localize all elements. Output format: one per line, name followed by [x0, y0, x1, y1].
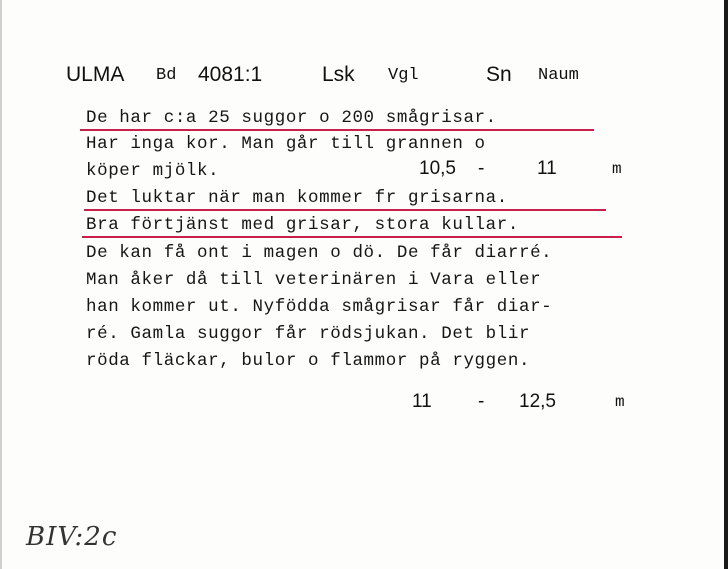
measure-2-dash: -: [478, 391, 485, 412]
red-underline-2: [84, 209, 606, 211]
red-underline-1: [80, 129, 594, 131]
collection-name: ULMA: [66, 63, 125, 86]
socken-value: Naum: [538, 66, 579, 85]
text-line-2: Har inga kor. Man går till grannen o: [86, 134, 486, 154]
measure-1-dash: -: [478, 158, 485, 179]
text-line-8: han kommer ut. Nyfödda smågrisar får diar-: [86, 297, 553, 317]
measure-1-unit: m: [612, 160, 622, 178]
measure-2-unit: m: [615, 393, 625, 411]
red-underline-3: [82, 236, 622, 238]
handwritten-archive-note: BIV:2c: [26, 522, 118, 552]
text-line-10: röda fläckar, bulor o flammor på ryggen.: [86, 351, 531, 371]
landskap-value: Vgl: [388, 66, 419, 85]
text-line-3: köper mjölk.: [86, 161, 220, 181]
socken-label: Sn: [486, 63, 512, 86]
text-line-5: Bra förtjänst med grisar, stora kullar.: [86, 215, 519, 235]
text-line-4: Det luktar när man kommer fr grisarna.: [86, 188, 508, 208]
volume-label: Bd: [156, 66, 177, 85]
text-line-9: ré. Gamla suggor får rödsjukan. Det blir: [86, 324, 531, 344]
card-right-edge: [724, 0, 728, 569]
card-left-edge: [0, 0, 2, 569]
landskap-label: Lsk: [322, 63, 355, 86]
measure-2-from: 11: [412, 391, 432, 412]
measure-1-from: 10,5: [419, 158, 456, 179]
text-line-6: De kan få ont i magen o dö. De får diarré.: [86, 243, 553, 263]
measure-2-to: 12,5: [519, 391, 556, 412]
measure-1-to: 11: [537, 158, 557, 179]
record-number: 4081:1: [198, 63, 263, 86]
text-line-1: De har c:a 25 suggor o 200 smågrisar.: [86, 108, 497, 128]
text-line-7: Man åker då till veterinären i Vara eller: [86, 270, 542, 290]
